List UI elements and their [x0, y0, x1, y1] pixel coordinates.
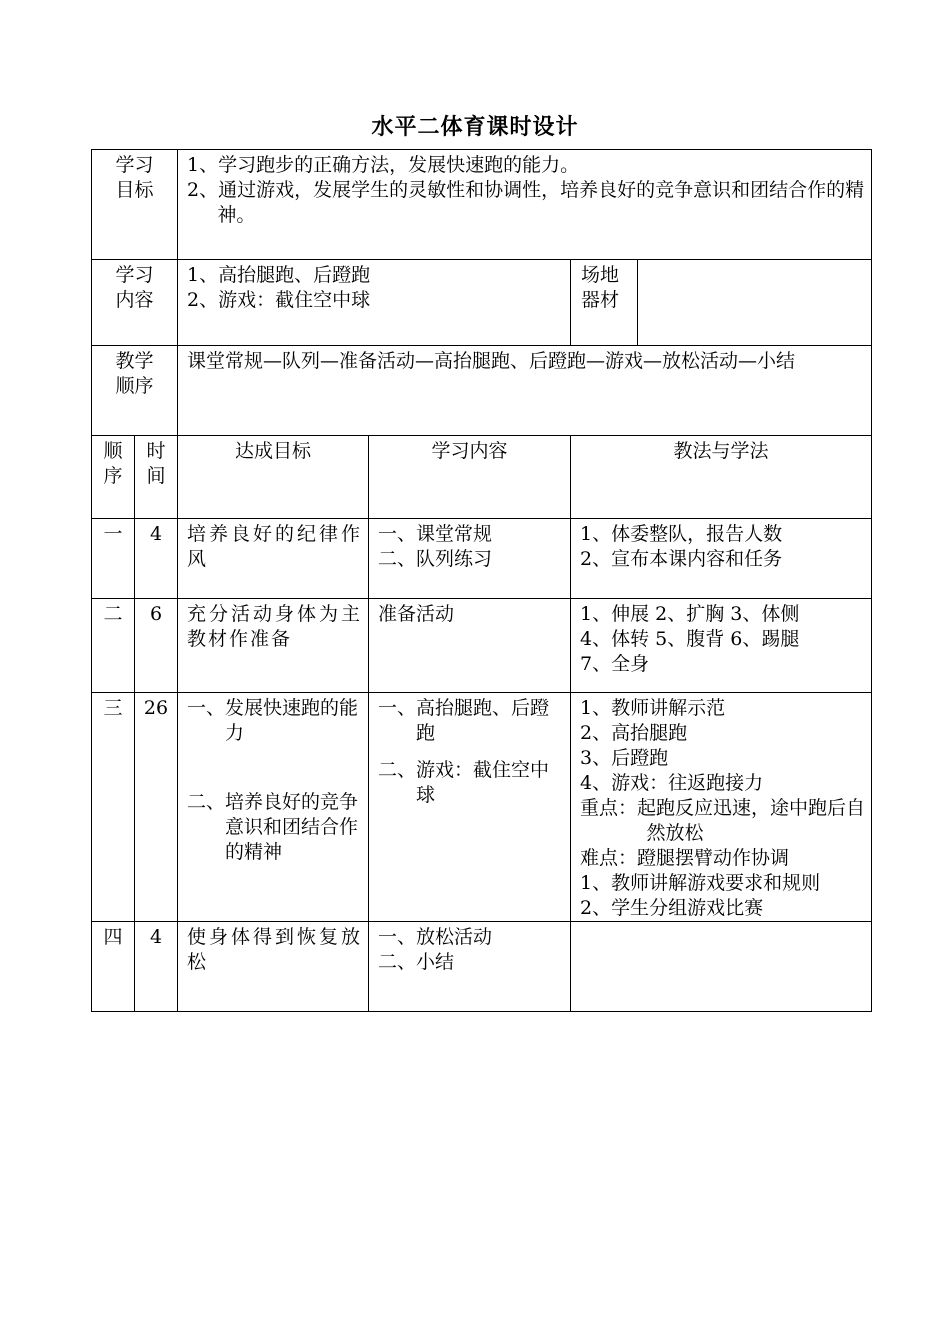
method-item: 1、教师讲解游戏要求和规则	[580, 872, 821, 894]
goals-label-cell	[92, 150, 178, 260]
goals-cell	[178, 150, 872, 260]
content-line-1: 1、高抬腿跑、后蹬跑	[187, 264, 371, 286]
order-label-cell	[92, 346, 178, 436]
content-label-cell	[92, 260, 178, 346]
method-item: 2、宣布本课内容和任务	[580, 548, 783, 570]
row-goal	[178, 599, 369, 693]
method-item: 1、教师讲解示范	[580, 697, 726, 719]
col-time-label: 时间	[146, 440, 166, 487]
row-time: 26	[135, 693, 178, 922]
goal-text: 充分活动身体为主教材作准备	[187, 603, 363, 650]
page-title: 水平二体育课时设计	[371, 115, 579, 140]
goal-text: 一、发展快速跑的能力	[187, 697, 359, 744]
order-row	[92, 346, 872, 436]
goals-label: 学习目标	[115, 154, 154, 201]
venue-label-cell	[571, 260, 638, 346]
row-time: 4	[135, 922, 178, 1012]
col-goal-header: 达成目标	[178, 436, 369, 519]
venue-cell	[638, 260, 872, 346]
venue-label: 场地器材	[581, 264, 620, 311]
col-seq-label: 顺序	[103, 440, 123, 487]
content-item: 一、高抬腿跑、后蹬跑	[378, 697, 550, 744]
goal-text: 培养良好的纪律作风	[187, 523, 363, 570]
row-time: 6	[135, 599, 178, 693]
table-row	[92, 922, 872, 1012]
content-item: 二、队列练习	[378, 548, 493, 570]
col-time-header	[135, 436, 178, 519]
goal-text: 使身体得到恢复放松	[187, 926, 363, 973]
col-method-header: 教法与学法	[571, 436, 872, 519]
row-seq: 四	[92, 922, 135, 1012]
row-method	[571, 599, 872, 693]
content-item: 一、放松活动	[378, 926, 493, 948]
row-seq: 二	[92, 599, 135, 693]
row-goal	[178, 519, 369, 599]
method-item: 2、高抬腿跑	[580, 722, 688, 744]
row-content	[369, 519, 571, 599]
goal-line-2: 2、通过游戏，发展学生的灵敏性和协调性，培养良好的竞争意识和团结合作的精神。	[187, 179, 865, 226]
row-content	[369, 922, 571, 1012]
method-item: 重点：起跑反应迅速，途中跑后自然放松	[580, 797, 866, 844]
content-item: 一、课堂常规	[378, 523, 493, 545]
row-method	[571, 519, 872, 599]
row-seq: 一	[92, 519, 135, 599]
content-row	[92, 260, 872, 346]
method-item: 7、全身	[580, 653, 650, 675]
content-item: 准备活动	[378, 603, 455, 625]
col-content-header: 学习内容	[369, 436, 571, 519]
content-label: 学习内容	[115, 264, 154, 311]
row-seq: 三	[92, 693, 135, 922]
content-line-2: 2、游戏：截住空中球	[187, 289, 371, 311]
goal-line-1: 1、学习跑步的正确方法，发展快速跑的能力。	[187, 154, 580, 176]
order-cell: 课堂常规—队列—准备活动—高抬腿跑、后蹬跑—游戏—放松活动—小结	[178, 346, 872, 436]
goals-row	[92, 150, 872, 260]
content-item: 二、小结	[378, 951, 455, 973]
method-item: 4、游戏：往返跑接力	[580, 772, 764, 794]
method-item: 1、伸展 2、扩胸 3、体侧	[580, 603, 800, 625]
method-item: 4、体转 5、腹背 6、踢腿	[580, 628, 800, 650]
method-item: 1、体委整队，报告人数	[580, 523, 783, 545]
row-content	[369, 599, 571, 693]
content-cell	[178, 260, 571, 346]
order-label: 教学顺序	[115, 350, 154, 397]
method-item: 2、学生分组游戏比赛	[580, 897, 764, 919]
row-time: 4	[135, 519, 178, 599]
col-seq-header	[92, 436, 135, 519]
row-goal	[178, 922, 369, 1012]
content-item: 二、游戏：截住空中球	[378, 759, 550, 806]
table-row	[92, 693, 872, 922]
table-row	[92, 519, 872, 599]
column-header-row	[92, 436, 872, 519]
lesson-plan-table	[91, 149, 872, 1012]
row-method	[571, 693, 872, 922]
method-item: 3、后蹬跑	[580, 747, 669, 769]
table-row	[92, 599, 872, 693]
row-content	[369, 693, 571, 922]
row-method	[571, 922, 872, 1012]
row-goal	[178, 693, 369, 922]
goal-text: 二、培养良好的竞争意识和团结合作的精神	[187, 791, 359, 863]
method-item: 难点：蹬腿摆臂动作协调	[580, 847, 790, 869]
